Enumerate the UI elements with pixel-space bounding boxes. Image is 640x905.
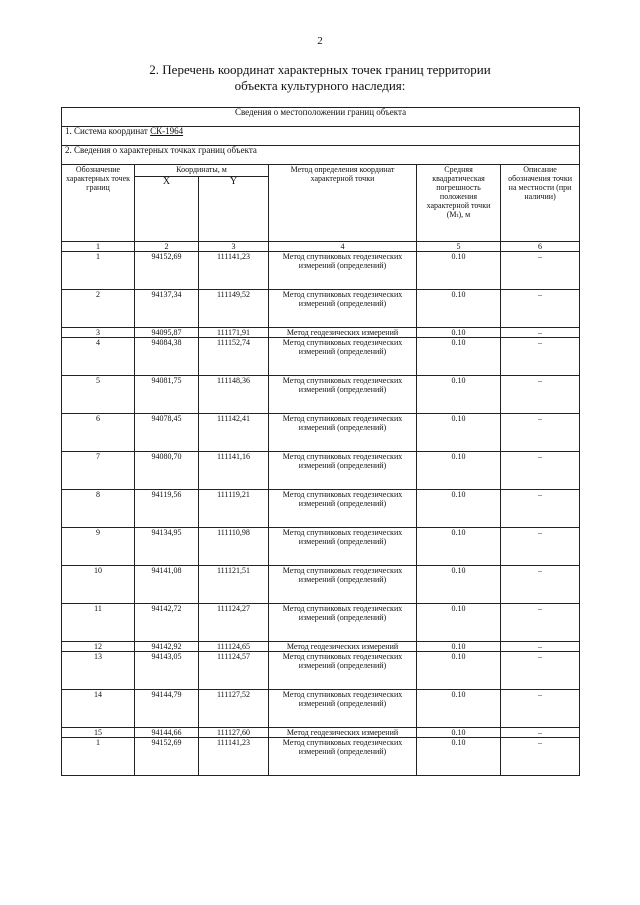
accuracy-cell: 0.10 [417, 566, 501, 604]
description-cell: – [501, 528, 580, 566]
method-cell: Метод спутниковых геодезических измерений (определений) [269, 690, 417, 728]
column-number: 4 [269, 242, 417, 252]
description-cell: – [501, 728, 580, 738]
point-id-cell: 11 [62, 604, 135, 642]
header-description: Описание обозначения точки на местности (при наличии) [501, 165, 580, 242]
table-row [62, 414, 580, 452]
point-id-cell: 13 [62, 652, 135, 690]
method-cell: Метод спутниковых геодезических измерений (определений) [269, 338, 417, 376]
column-numbers-row [62, 242, 580, 252]
accuracy-cell: 0.10 [417, 414, 501, 452]
table-row [62, 528, 580, 566]
table-row [62, 252, 580, 290]
table-row [62, 642, 580, 652]
x-coordinate-cell: 94137,34 [135, 290, 199, 328]
boundary-coordinates-table [61, 107, 580, 776]
x-coordinate-cell: 94144,66 [135, 728, 199, 738]
point-id-cell: 4 [62, 338, 135, 376]
method-cell: Метод спутниковых геодезических измерений (определений) [269, 490, 417, 528]
header-method: Метод определения координат характерной точки [269, 165, 417, 242]
heading-line-2: объекта культурного наследия: [234, 78, 406, 93]
description-cell: – [501, 690, 580, 728]
description-cell: – [501, 252, 580, 290]
x-coordinate-cell: 94084,38 [135, 338, 199, 376]
table-row [62, 376, 580, 414]
accuracy-cell: 0.10 [417, 652, 501, 690]
point-id-cell: 8 [62, 490, 135, 528]
accuracy-cell: 0.10 [417, 604, 501, 642]
y-coordinate-cell: 111142,41 [199, 414, 269, 452]
point-id-cell: 1 [62, 252, 135, 290]
description-cell: – [501, 738, 580, 776]
accuracy-cell: 0.10 [417, 528, 501, 566]
description-cell: – [501, 414, 580, 452]
page-number: 2 [317, 35, 323, 47]
method-cell: Метод геодезических измерений [269, 728, 417, 738]
column-number: 1 [62, 242, 135, 252]
description-cell: – [501, 290, 580, 328]
point-id-cell: 2 [62, 290, 135, 328]
x-coordinate-cell: 94142,72 [135, 604, 199, 642]
section-title: Сведения о местоположении границ объекта [62, 108, 580, 127]
point-id-cell: 7 [62, 452, 135, 490]
y-coordinate-cell: 111119,21 [199, 490, 269, 528]
table-row [62, 690, 580, 728]
y-coordinate-cell: 111152,74 [199, 338, 269, 376]
y-coordinate-cell: 111141,16 [199, 452, 269, 490]
header-coordinates: Координаты, м [135, 165, 269, 177]
point-id-cell: 1 [62, 738, 135, 776]
column-number: 5 [417, 242, 501, 252]
y-coordinate-cell: 111124,27 [199, 604, 269, 642]
header-accuracy: Средняя квадратическая погрешность положения характерной точки (Mₜ), м [417, 165, 501, 242]
method-cell: Метод спутниковых геодезических измерений (определений) [269, 452, 417, 490]
y-coordinate-cell: 111141,23 [199, 252, 269, 290]
y-coordinate-cell: 111110,98 [199, 528, 269, 566]
point-id-cell: 3 [62, 328, 135, 338]
method-cell: Метод геодезических измерений [269, 328, 417, 338]
accuracy-cell: 0.10 [417, 738, 501, 776]
method-cell: Метод спутниковых геодезических измерений (определений) [269, 290, 417, 328]
description-cell: – [501, 328, 580, 338]
x-coordinate-cell: 94141,08 [135, 566, 199, 604]
description-cell: – [501, 566, 580, 604]
method-cell: Метод спутниковых геодезических измерений (определений) [269, 652, 417, 690]
x-coordinate-cell: 94095,87 [135, 328, 199, 338]
x-coordinate-cell: 94119,56 [135, 490, 199, 528]
description-cell: – [501, 652, 580, 690]
table-row [62, 328, 580, 338]
description-cell: – [501, 338, 580, 376]
coordinate-system-row [62, 127, 580, 146]
column-number: 2 [135, 242, 199, 252]
description-cell: – [501, 490, 580, 528]
description-cell: – [501, 604, 580, 642]
accuracy-cell: 0.10 [417, 290, 501, 328]
accuracy-cell: 0.10 [417, 252, 501, 290]
accuracy-cell: 0.10 [417, 690, 501, 728]
x-coordinate-cell: 94134,95 [135, 528, 199, 566]
table-row [62, 728, 580, 738]
point-id-cell: 9 [62, 528, 135, 566]
method-cell: Метод спутниковых геодезических измерений (определений) [269, 566, 417, 604]
table-row [62, 490, 580, 528]
method-cell: Метод геодезических измерений [269, 642, 417, 652]
column-number: 6 [501, 242, 580, 252]
point-id-cell: 10 [62, 566, 135, 604]
x-coordinate-cell: 94078,45 [135, 414, 199, 452]
point-id-cell: 14 [62, 690, 135, 728]
accuracy-cell: 0.10 [417, 642, 501, 652]
y-coordinate-cell: 111127,52 [199, 690, 269, 728]
accuracy-cell: 0.10 [417, 376, 501, 414]
column-number: 3 [199, 242, 269, 252]
x-coordinate-cell: 94152,69 [135, 252, 199, 290]
point-id-cell: 15 [62, 728, 135, 738]
point-id-cell: 5 [62, 376, 135, 414]
y-coordinate-cell: 111124,65 [199, 642, 269, 652]
table-row [62, 290, 580, 328]
y-coordinate-cell: 111127,60 [199, 728, 269, 738]
method-cell: Метод спутниковых геодезических измерений (определений) [269, 528, 417, 566]
table-row [62, 452, 580, 490]
x-coordinate-cell: 94081,75 [135, 376, 199, 414]
x-coordinate-cell: 94142,92 [135, 642, 199, 652]
table-row [62, 652, 580, 690]
x-coordinate-cell: 94144,79 [135, 690, 199, 728]
x-coordinate-cell: 94152,69 [135, 738, 199, 776]
header-point-designation: Обозначение характерных точек границ [62, 165, 135, 242]
method-cell: Метод спутниковых геодезических измерений (определений) [269, 414, 417, 452]
accuracy-cell: 0.10 [417, 328, 501, 338]
table-row [62, 566, 580, 604]
description-cell: – [501, 452, 580, 490]
table-row [62, 338, 580, 376]
y-coordinate-cell: 111149,52 [199, 290, 269, 328]
y-coordinate-cell: 111141,23 [199, 738, 269, 776]
header-y: Y [199, 177, 269, 242]
y-coordinate-cell: 111124,57 [199, 652, 269, 690]
heading-line-1: 2. Перечень координат характерных точек границ территории [149, 62, 491, 77]
method-cell: Метод спутниковых геодезических измерений (определений) [269, 738, 417, 776]
x-coordinate-cell: 94080,70 [135, 452, 199, 490]
accuracy-cell: 0.10 [417, 452, 501, 490]
point-id-cell: 6 [62, 414, 135, 452]
accuracy-cell: 0.10 [417, 728, 501, 738]
table-row [62, 738, 580, 776]
accuracy-cell: 0.10 [417, 338, 501, 376]
accuracy-cell: 0.10 [417, 490, 501, 528]
table-row [62, 604, 580, 642]
y-coordinate-cell: 111171,91 [199, 328, 269, 338]
points-section-title: 2. Сведения о характерных точках границ объекта [62, 146, 580, 165]
description-cell: – [501, 376, 580, 414]
x-coordinate-cell: 94143,05 [135, 652, 199, 690]
header-x: X [135, 177, 199, 242]
y-coordinate-cell: 111148,36 [199, 376, 269, 414]
coordinate-system-prefix: 1. Система координат [65, 126, 151, 136]
y-coordinate-cell: 111121,51 [199, 566, 269, 604]
description-cell: – [501, 642, 580, 652]
method-cell: Метод спутниковых геодезических измерений (определений) [269, 604, 417, 642]
document-heading [60, 62, 580, 94]
method-cell: Метод спутниковых геодезических измерений (определений) [269, 252, 417, 290]
point-id-cell: 12 [62, 642, 135, 652]
coordinate-system-name: СК-1964 [150, 126, 184, 136]
method-cell: Метод спутниковых геодезических измерений (определений) [269, 376, 417, 414]
